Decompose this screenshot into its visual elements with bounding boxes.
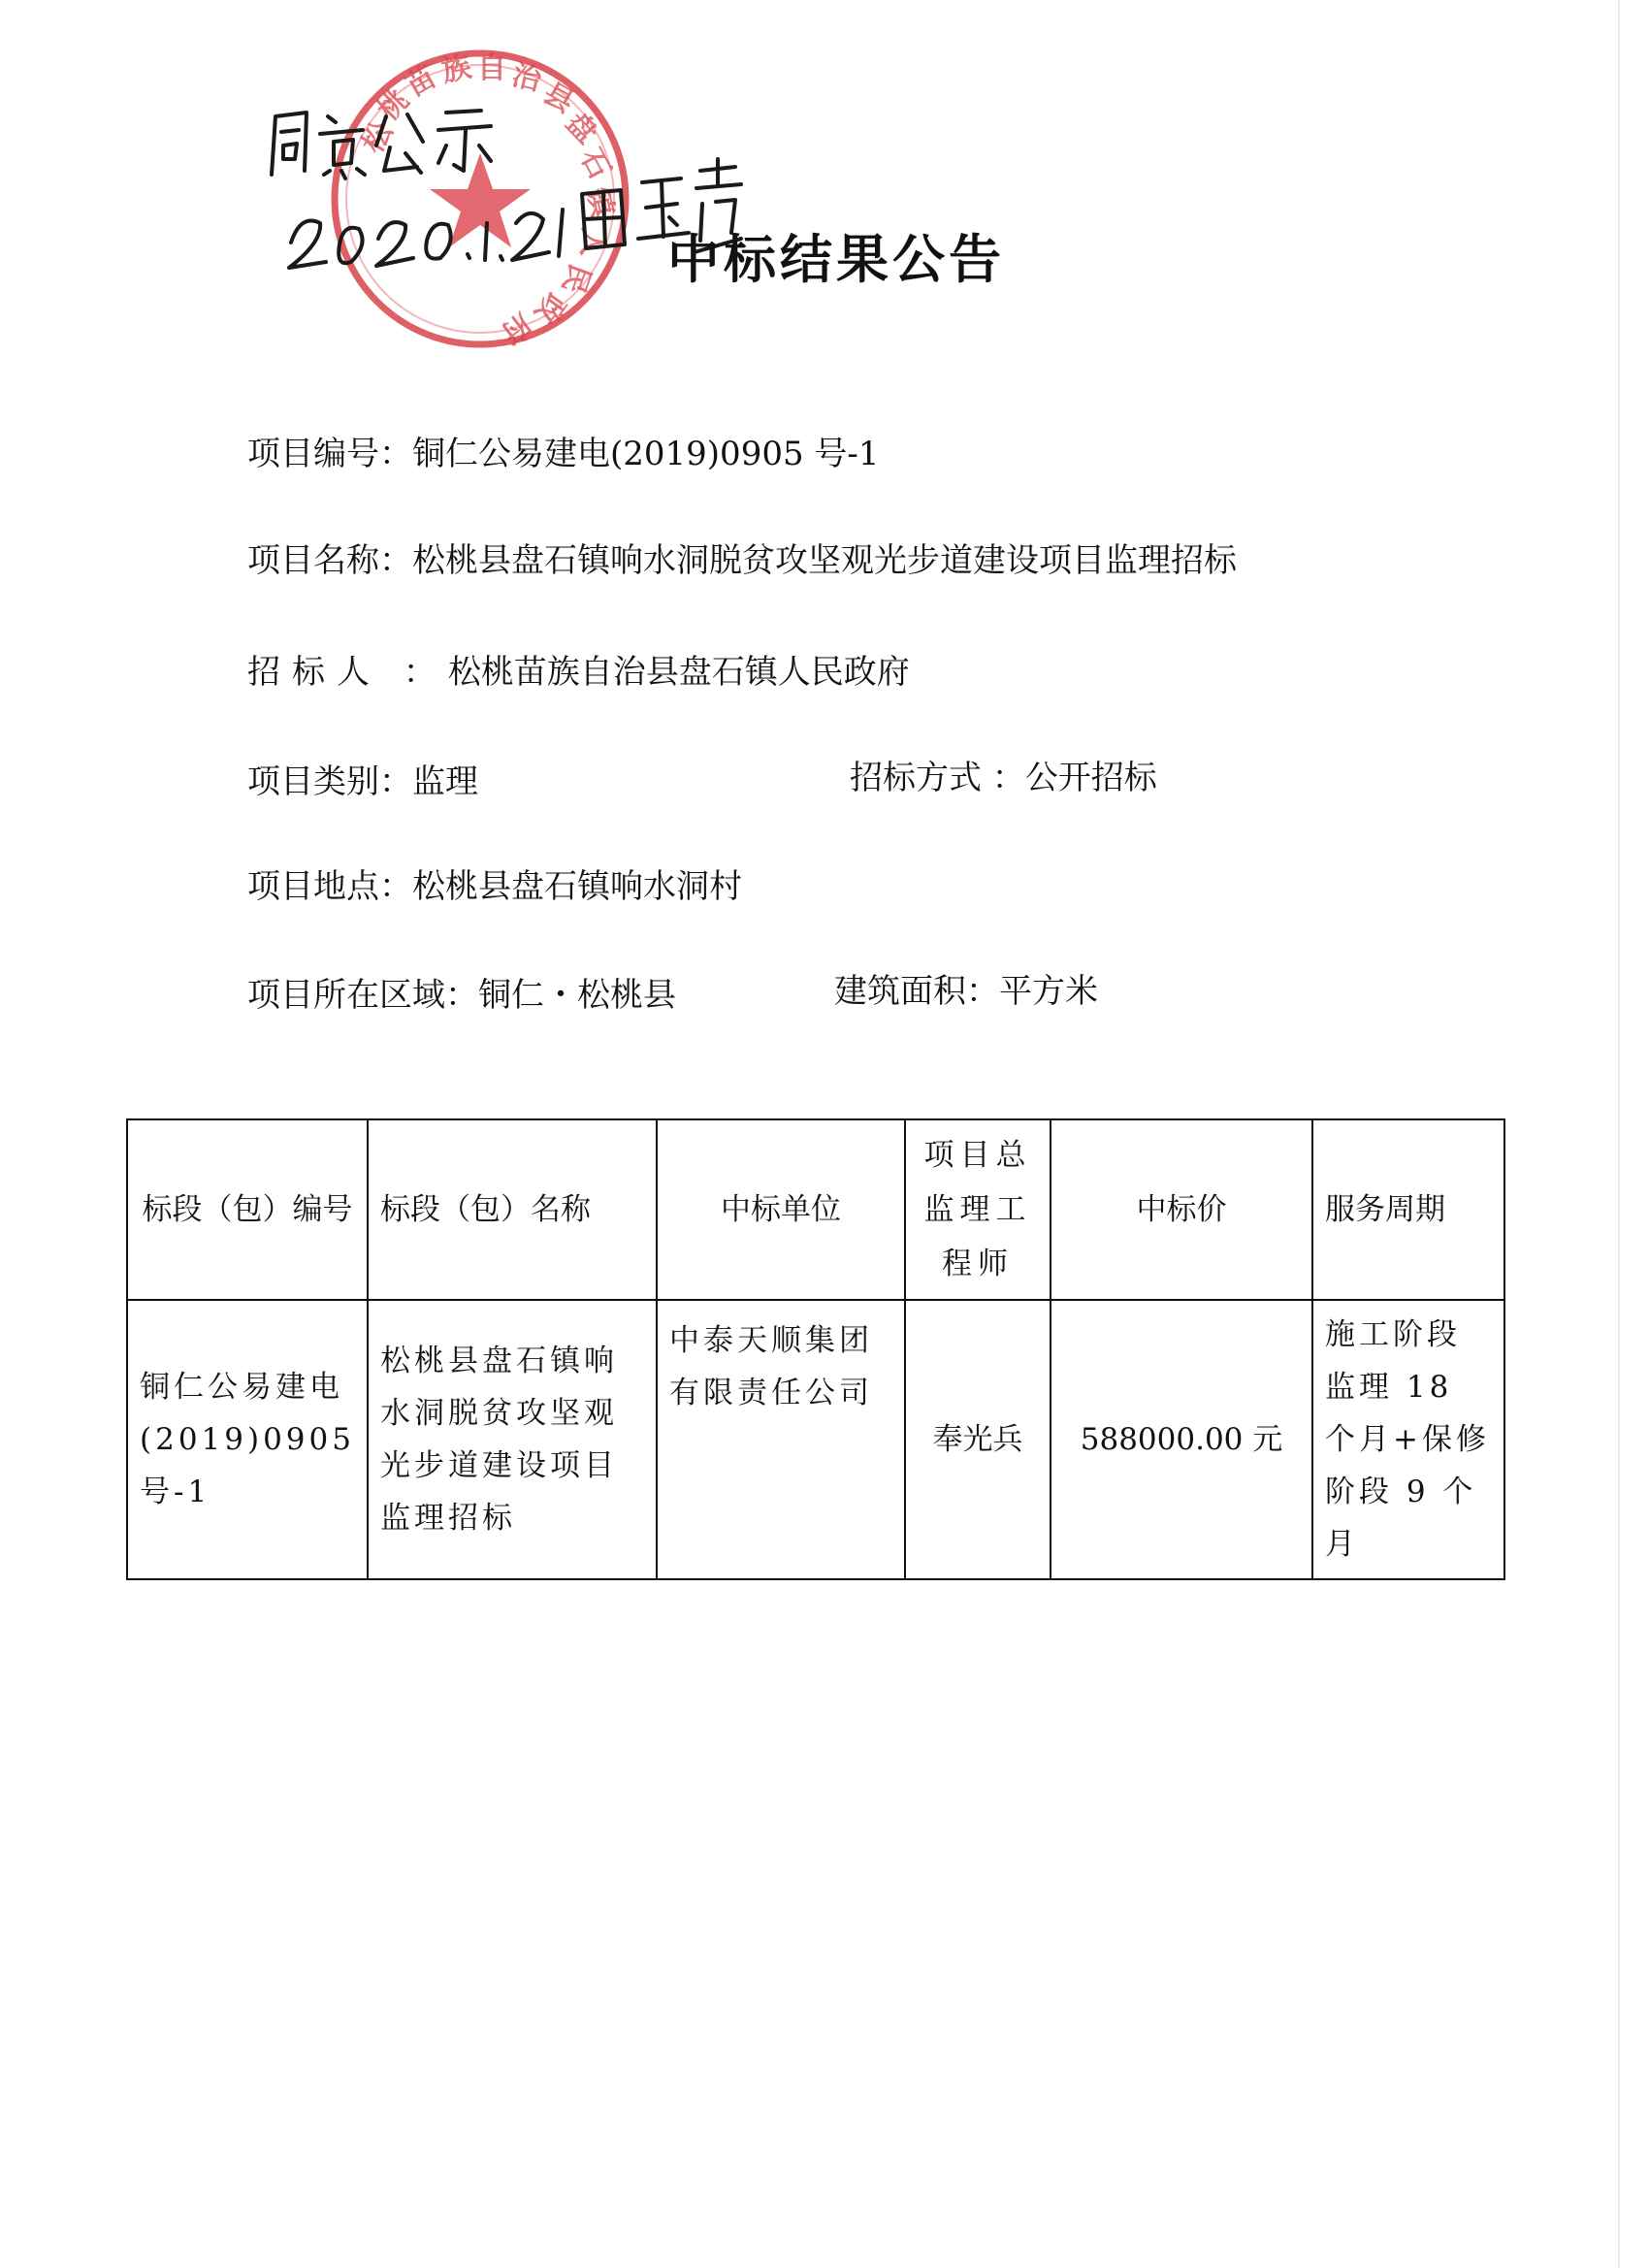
svg-text:族: 族 bbox=[438, 49, 475, 89]
project-number-field bbox=[247, 427, 880, 474]
tenderer-value: 松桃苗族自治县盘石镇人民政府 bbox=[447, 653, 910, 692]
project-number-value: 铜仁公易建电(2019)0905 号-1 bbox=[412, 435, 880, 473]
header-price: 中标价 bbox=[1051, 1119, 1312, 1300]
header-service-period: 服务周期 bbox=[1312, 1119, 1504, 1300]
tender-method-field bbox=[850, 751, 1157, 798]
svg-text:县: 县 bbox=[537, 76, 580, 120]
header-chief-engineer: 项目总监理工程师 bbox=[905, 1119, 1051, 1300]
project-location-label: 项目地点： bbox=[247, 867, 412, 906]
table-header-row bbox=[127, 1119, 1504, 1300]
project-name-value: 松桃县盘石镇响水洞脱贫攻坚观光步道建设项目监理招标 bbox=[412, 541, 1237, 580]
header-section-no: 标段（包）编号 bbox=[127, 1119, 368, 1300]
tender-method-label: 招标方式 ： bbox=[850, 759, 1025, 797]
project-name-label: 项目名称： bbox=[247, 541, 412, 580]
project-region-label: 项目所在区域： bbox=[247, 976, 478, 1015]
svg-text:盘: 盘 bbox=[559, 106, 604, 151]
svg-text:石: 石 bbox=[572, 143, 617, 185]
svg-text:府: 府 bbox=[494, 306, 538, 351]
award-results-table bbox=[126, 1118, 1505, 1580]
svg-text:自: 自 bbox=[477, 51, 506, 85]
svg-text:镇: 镇 bbox=[580, 184, 620, 221]
project-location-field bbox=[247, 859, 742, 907]
cell-section-no: 铜仁公易建电(2019)0905 号-1 bbox=[127, 1300, 368, 1579]
cell-winner: 中泰天顺集团有限责任公司 bbox=[657, 1300, 905, 1579]
header-winner: 中标单位 bbox=[657, 1119, 905, 1300]
tenderer-field bbox=[247, 645, 910, 693]
table-row bbox=[127, 1300, 1504, 1579]
building-area-value: 平方米 bbox=[999, 972, 1098, 1011]
cell-price: 588000.00 元 bbox=[1051, 1300, 1312, 1579]
project-region-field bbox=[247, 968, 676, 1016]
svg-text:治: 治 bbox=[508, 57, 545, 99]
project-region-value: 铜仁・松桃县 bbox=[478, 976, 676, 1015]
svg-text:政: 政 bbox=[527, 286, 572, 331]
project-category-label: 项目类别： bbox=[247, 762, 412, 801]
svg-text:民: 民 bbox=[555, 259, 598, 299]
building-area-field bbox=[834, 964, 1098, 1012]
project-name-field bbox=[247, 534, 1237, 581]
svg-text:松: 松 bbox=[355, 116, 400, 159]
scan-edge bbox=[1618, 0, 1620, 2268]
project-category-value: 监理 bbox=[412, 762, 478, 801]
cell-service-period: 施工阶段监理 18 个月+保修阶段 9 个月 bbox=[1312, 1300, 1504, 1579]
project-number-label: 项目编号： bbox=[247, 435, 412, 473]
svg-text:苗: 苗 bbox=[400, 59, 442, 104]
project-location-value: 松桃县盘石镇响水洞村 bbox=[412, 867, 742, 906]
header-section-name: 标段（包）名称 bbox=[368, 1119, 657, 1300]
svg-text:人: 人 bbox=[573, 226, 610, 258]
svg-text:桃: 桃 bbox=[371, 82, 416, 128]
building-area-label: 建筑面积： bbox=[834, 972, 999, 1011]
project-category-field bbox=[247, 755, 478, 802]
cell-chief-engineer: 奉光兵 bbox=[905, 1300, 1051, 1579]
tender-method-value: 公开招标 bbox=[1024, 759, 1157, 797]
cell-section-name: 松桃县盘石镇响水洞脱贫攻坚观光步道建设项目监理招标 bbox=[368, 1300, 657, 1579]
document-title: 中标结果公告 bbox=[667, 229, 1005, 290]
tenderer-label: 招标人 ： bbox=[247, 653, 448, 692]
